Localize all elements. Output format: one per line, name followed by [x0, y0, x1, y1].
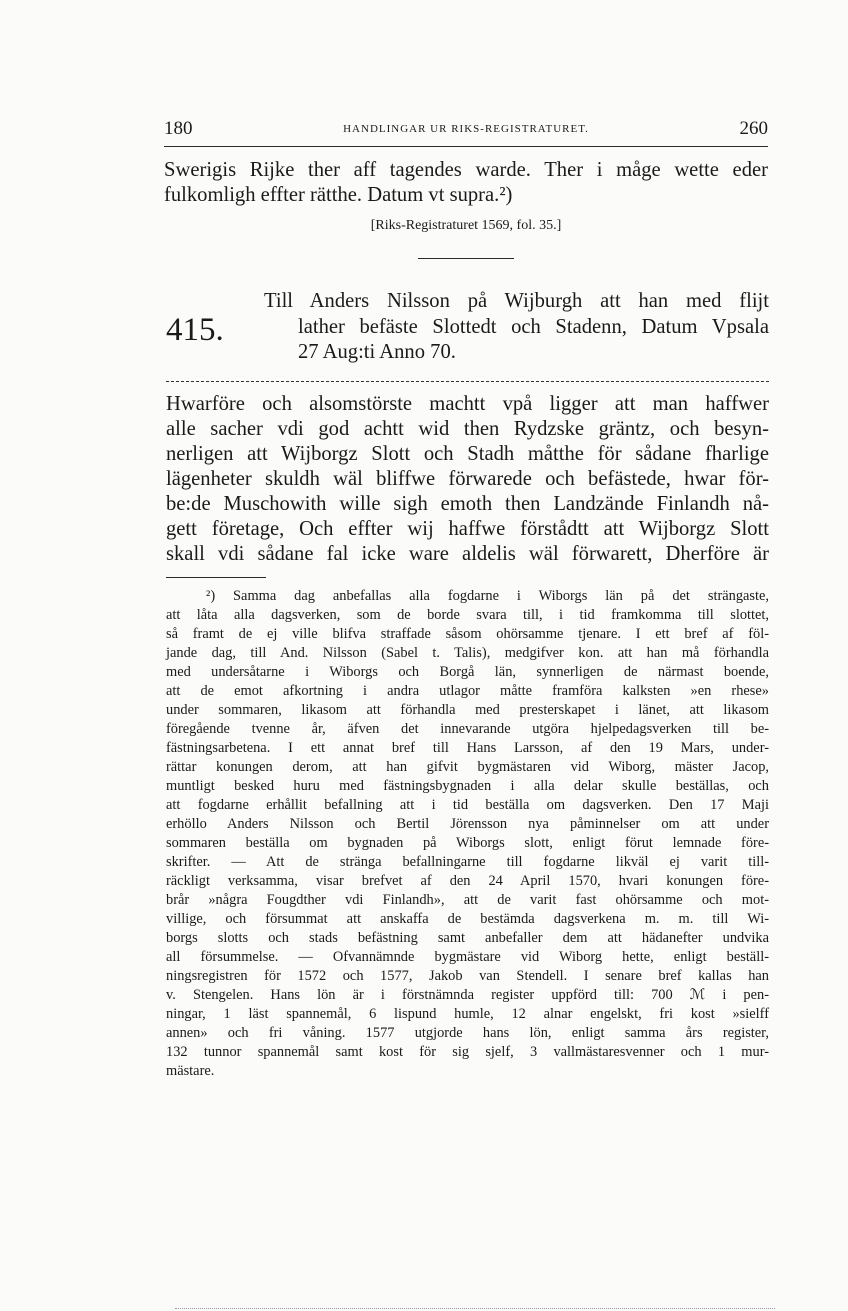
text-line: nerligen att Wijborgz Slott och Stadh måtthe för sådane fharlige: [166, 443, 769, 465]
text-line: be:de Muschowith wille sigh emoth then Landzände Finlandh nå-: [166, 493, 769, 515]
footnote-line: borgs slotts och stads befästning samt anbefaller dem att hädanefter undvika: [166, 930, 769, 946]
page-header: [164, 118, 768, 142]
footnote-line: annen» och fri våning. 1577 utgjorde hans lön, enligt samma års register,: [166, 1025, 769, 1041]
footnote-line: så framt de ej ville blifva straffade såsom ohörsamme tjenare. I ett bref af föl-: [166, 626, 769, 642]
footnote-line: muntligt besked huru med fästningsbygnaden i alla delar skulle beställas, och: [166, 778, 769, 794]
footnote-line: skrifter. — Att de stränga befallningarne till fogdarne likväl ej varit till-: [166, 854, 769, 870]
section-divider: [418, 258, 514, 259]
text-line: alle sacher vdi god achtt wid then Rydzske gräntz, och besyn-: [166, 418, 769, 440]
footnote-line: att låta alla dagsverken, som de borde svara till, i tid framkomma till slottet,: [166, 607, 769, 623]
footnote-line: ningar, 1 läst spannemål, 6 lispund humle, 12 alnar engelskt, fri kost »sielff: [166, 1006, 769, 1022]
scan-edge-line: [175, 1308, 775, 1309]
footnote-line: erhöllo Anders Nilsson och Bertil Jörensson nya påminnelser om att under: [166, 816, 769, 832]
header-rule: [164, 146, 768, 147]
text-line: gett företage, Och effter wij haffwe förstådtt att Wijborgz Slott: [166, 518, 769, 540]
footnote-line: sommaren beställa om bygnaden på Wiborgs slott, enligt förut lemnade före-: [166, 835, 769, 851]
continued-paragraph: [164, 158, 768, 208]
footnote-line: all försummelse. — Ofvannämnde bygmästare vid Wiborg hette, enligt beställ-: [166, 949, 769, 965]
footnote-line: brår »några Fougdther vdi Finlandh», att de varit fast ohörsamme och mot-: [166, 892, 769, 908]
document-summary: [264, 289, 769, 366]
summary-line: 27 Aug:ti Anno 70.: [298, 341, 456, 363]
footnote-rule: [166, 577, 266, 578]
footnote-line: rättar konungen derom, att han gifvit bygmästaren vid Wiborg, mäster Jacop,: [166, 759, 769, 775]
footnote-line: ningsregistren för 1572 och 1577, Jakob van Stendell. I senare bref kallas han: [166, 968, 769, 984]
source-reference: [Riks-Registraturet 1569, fol. 35.]: [370, 218, 562, 233]
main-paragraph: [166, 392, 769, 567]
document-number: 415.: [166, 312, 224, 348]
text-line: Swerigis Rijke ther aff tagendes warde. Ther i måge wette eder: [164, 159, 768, 181]
text-line: lägenheter skuldh wäl bliffwe förwarede och befästede, hwar för-: [166, 468, 769, 490]
page-number-right: 260: [739, 118, 768, 139]
summary-line: Till Anders Nilsson på Wijburgh att han med flijt: [264, 290, 769, 312]
footnote-line: räckligt verksamma, visar brefvet af den 24 April 1570, hvari konungen före-: [166, 873, 769, 889]
footnote-line: föregående tvenne år, äfven det innevarande utgöra hjelpedagsverken till be-: [166, 721, 769, 737]
text-line: skall vdi sådane fal icke ware aldelis wäl förwarett, Dherföre är: [166, 543, 769, 565]
footnote-line: villige, och försummat att anskaffa de bestämda dagsverkena m. m. till Wi-: [166, 911, 769, 927]
footnote-line: med undersåtarne i Wiborgs och Borgå län, synnerligen de närmast boende,: [166, 664, 769, 680]
footnote-line: ²) Samma dag anbefallas alla fogdarne i Wiborgs län på det strängaste,: [206, 588, 769, 604]
footnote: [166, 587, 769, 1081]
summary-line: lather befäste Slottedt och Stadenn, Datum Vpsala: [298, 315, 769, 338]
footnote-line: jande dag, till And. Nilsson (Sabel t. Talis), medgifver kon. att han må förhandla: [166, 645, 769, 661]
page-number-left: 180: [164, 118, 193, 139]
footnote-line: att de emot afkortning i andra utlagor måtte framföra kalksten »en rhese»: [166, 683, 769, 699]
footnote-line: under sommaren, likasom att förhandla med presterskapet i länet, att likasom: [166, 702, 769, 718]
text-line: Hwarföre och alsomstörste machtt vpå ligger att man haffwer: [166, 393, 769, 415]
running-title: HANDLINGAR UR RIKS-REGISTRATURET.: [343, 123, 589, 135]
footnote-line: mästare.: [166, 1063, 215, 1079]
footnote-line: fästningsarbetena. I ett annat bref till Hans Larsson, af den 19 Mars, under-: [166, 740, 769, 756]
footnote-line: att fogdarne erhållit befallning att i tid beställa om dagsverken. Den 17 Maji: [166, 797, 769, 813]
footnote-line: v. Stengelen. Hans lön är i förstnämnda register uppförd till: 700 ℳ i pen-: [166, 987, 769, 1003]
dashed-separator: [166, 381, 769, 382]
text-line: fulkomligh effter rätthe. Datum vt supra.²): [164, 184, 513, 206]
footnote-line: 132 tunnor spannemål samt kost för sig sjelf, 3 vallmästaresvenner och 1 mur-: [166, 1044, 769, 1060]
